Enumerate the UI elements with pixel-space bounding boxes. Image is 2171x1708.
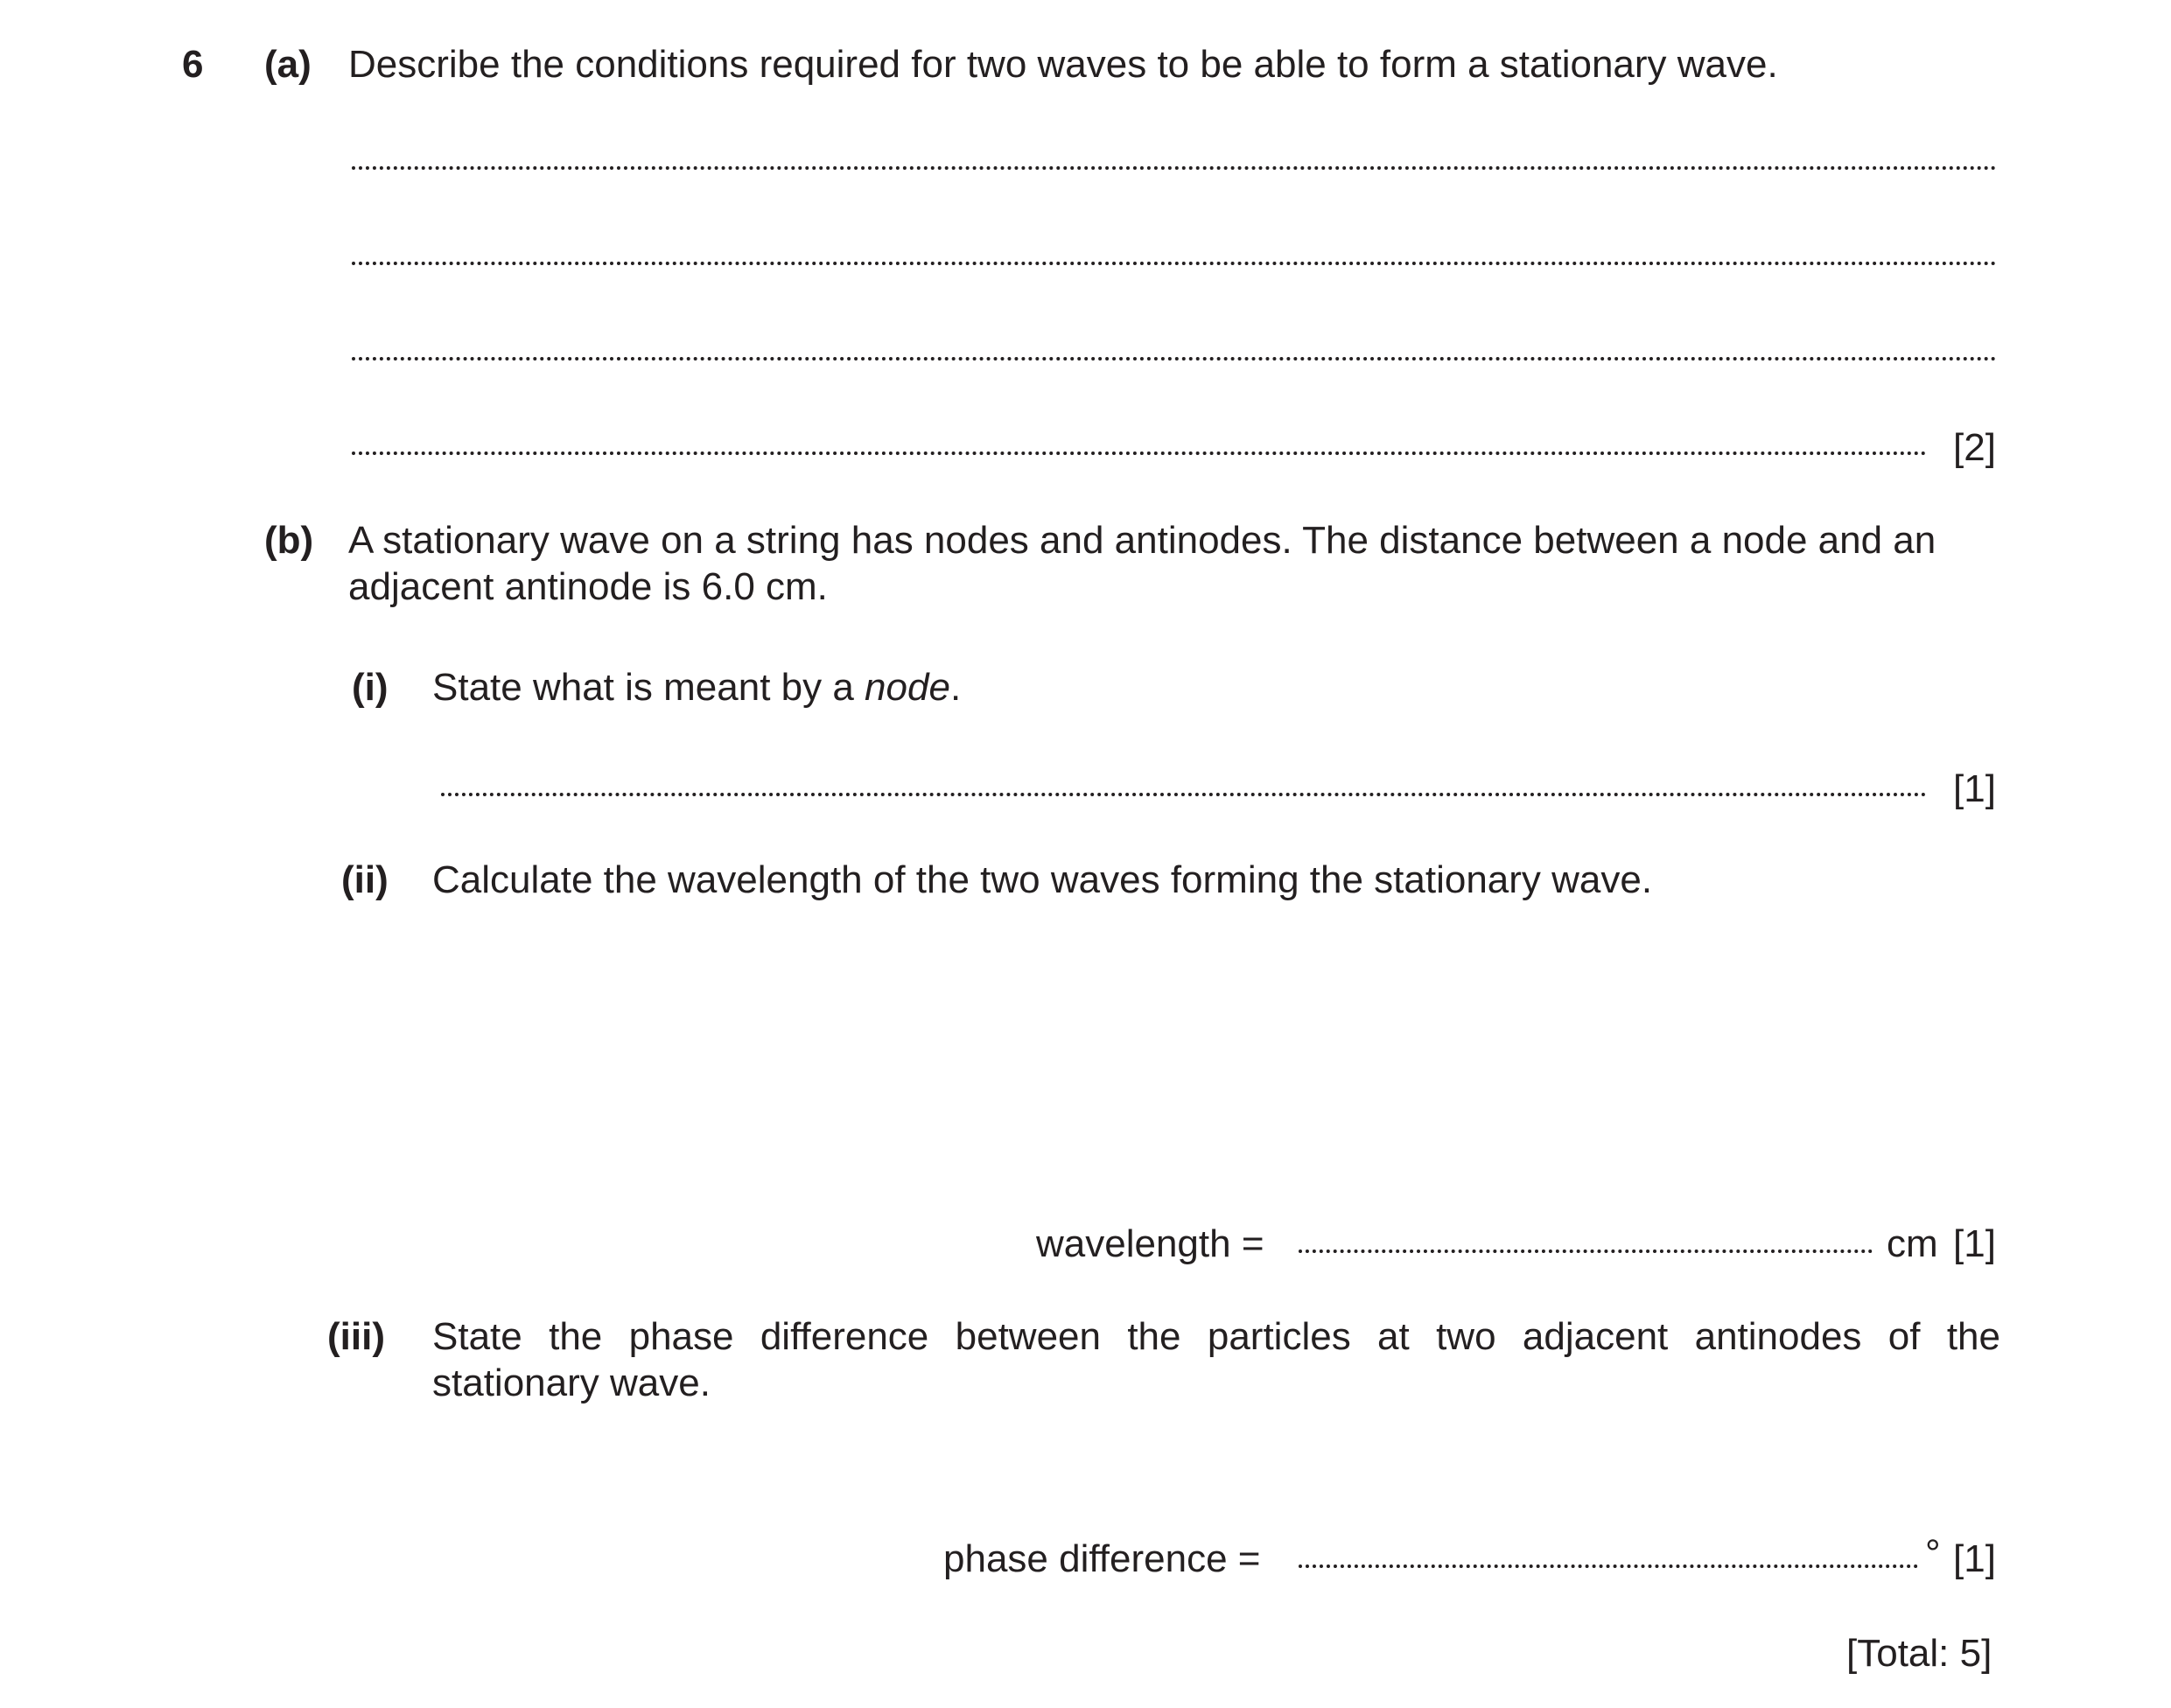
phase-difference-answer-line[interactable]: [1299, 1564, 1918, 1568]
wavelength-answer-label: wavelength =: [1036, 1222, 1264, 1265]
wavelength-answer-line[interactable]: [1299, 1250, 1873, 1253]
part-b-text-line-1: A stationary wave on a string has nodes and antinodes. The distance between a node and an: [348, 519, 1936, 562]
part-b-label: (b): [264, 519, 314, 562]
sub-i-text-after: .: [949, 666, 962, 709]
answer-line-a-4[interactable]: [352, 452, 1927, 455]
sub-iii-question-text: [432, 1314, 2000, 1407]
part-b-text-line-2: adjacent antinode is 6.0 cm.: [348, 564, 828, 608]
wavelength-unit: cm: [1887, 1222, 1938, 1265]
sub-i-question-text: [432, 665, 961, 711]
sub-i-label: (i): [352, 666, 389, 709]
sub-iii-marks: [1]: [1953, 1537, 1996, 1580]
part-a-label: (a): [264, 43, 312, 86]
part-a-marks: [2]: [1953, 426, 1996, 469]
sub-ii-marks: [1]: [1953, 1222, 1996, 1265]
total-marks: [Total: 5]: [1846, 1632, 1992, 1675]
answer-line-a-1[interactable]: [352, 166, 1997, 170]
part-b-question-text: [348, 518, 2000, 611]
phase-difference-unit: °: [1925, 1532, 1941, 1575]
sub-ii-label: (ii): [341, 858, 389, 901]
answer-line-b-i[interactable]: [441, 793, 1927, 796]
part-a-question-text: Describe the conditions required for two waves to be able to form a stationary wave.: [348, 43, 1778, 86]
sub-i-marks: [1]: [1953, 767, 1996, 810]
question-number: 6: [182, 43, 204, 86]
phase-difference-answer-label: phase difference =: [943, 1537, 1261, 1580]
sub-iii-label: (iii): [327, 1315, 385, 1358]
sub-i-text-before: State what is meant by a: [432, 666, 865, 709]
sub-iii-text-line-2: stationary wave.: [432, 1361, 711, 1404]
answer-line-a-3[interactable]: [352, 357, 1997, 360]
sub-ii-question-text: Calculate the wavelength of the two waves forming the stationary wave.: [432, 858, 1653, 901]
answer-line-a-2[interactable]: [352, 262, 1997, 265]
sub-i-text-italic: node: [865, 666, 950, 709]
sub-iii-text-line-1: State the phase difference between the particles at two adjacent antinodes of the: [432, 1315, 2000, 1358]
